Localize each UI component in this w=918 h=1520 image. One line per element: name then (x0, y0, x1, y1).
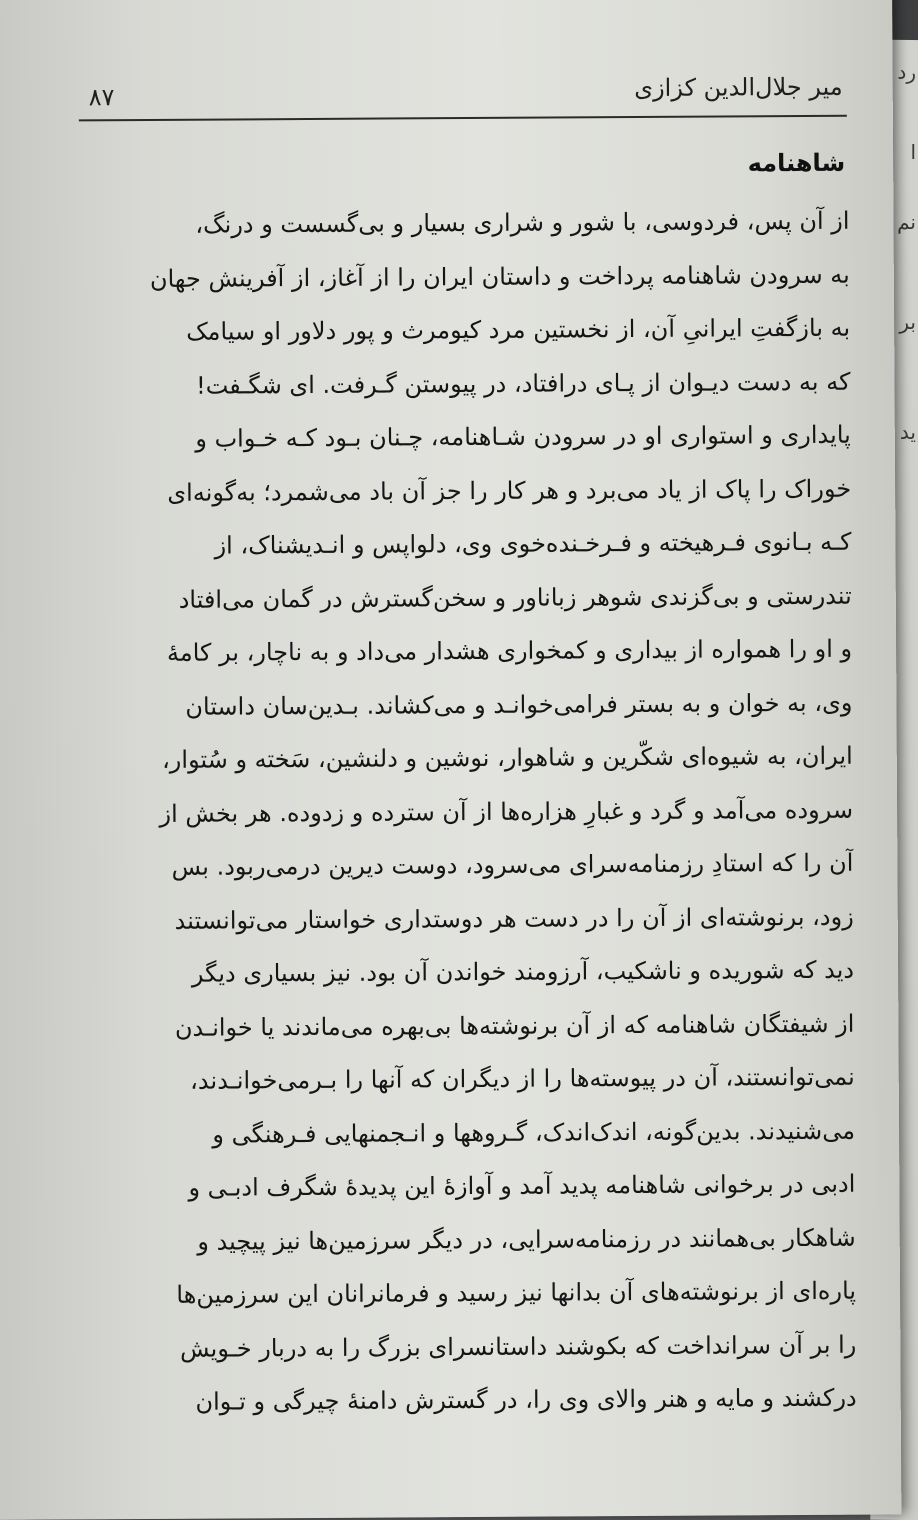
text-line: آن را که استادِ رزمنامه‌سرای می‌سرود، دوست دیرین درمی‌ربود. بس (171, 848, 854, 881)
text-line: و او را همواره از بیداری و کمخواری هشدار می‌داد و به ناچار، بر کامهٔ (166, 634, 853, 667)
adjacent-page-fragment: ید (899, 420, 916, 444)
page-number: ۸۷ (88, 83, 115, 112)
text-line: از شیفتگان شاهنامه که از آن برنوشته‌ها بی‌بهره می‌ماندند یا خوانـدن (174, 1009, 855, 1042)
text-line: کـه بـانوی فـرهیخته و فـرخـنده‌خوی وی، دلواپس و انـدیشناک، از (214, 527, 852, 560)
text-line: تندرستی و بی‌گزندی شوهر زباناور و سخن‌گسترش در گمان می‌افتاد (178, 581, 852, 614)
text-line: می‌شنیدند. بدین‌گونه، اندک‌اندک، گـروهها و انـجمنهایی فـرهنگی و (212, 1116, 856, 1149)
text-line: که به دست دیـوان از پـای درافتاد، در پیوستن گـرفت. ای شگـفت! (195, 367, 851, 400)
text-line: دید که شوریده و ناشکیب، آرزومند خواندن آن بود. نیز بسیاری دیگر (191, 955, 855, 988)
text-line: نمی‌توانستند، آن در پیوسته‌ها را از دیگران که آنها را بـرمی‌خوانـدند، (190, 1062, 855, 1095)
text-line: ادبی در برخوانی شاهنامه پدید آمد و آوازهٔ این پدیدهٔ شگرف ادبـی و (188, 1169, 856, 1202)
adjacent-page-fragment: ا (910, 140, 916, 164)
text-line: وی، به خوان و به بستر فرامی‌خوانـد و می‌کشاند. بـدین‌سان داستان (185, 688, 853, 721)
page-header (79, 73, 847, 122)
text-line: شاهکار بی‌همانند در رزمنامه‌سرایی، در دیگر سرزمین‌ها نیز پیچید و (197, 1223, 856, 1256)
text-line: را بر آن سرانداخت که بکوشند داستانسرای بزرگ را به دربار خـویش (179, 1330, 857, 1363)
text-line: سروده می‌آمد و گرد و غبارِ هزاره‌ها از آن سترده و زدوده. هر بخش از (159, 795, 854, 828)
text-line: از آن پس، فردوسی، با شور و شراری بسیار و بی‌گسست و درنگ، (195, 206, 850, 239)
body-text (83, 195, 857, 1430)
text-line: پایداری و استواری او در سرودن شـاهنامه، چـنان بـود کـه خـواب و (195, 420, 851, 453)
adjacent-page-fragment: بر (899, 310, 916, 334)
text-line: به سرودن شاهنامه پرداخت و داستان ایران را از آغاز، از آفرینش جهان (149, 260, 850, 293)
adjacent-page-fragment: نم (897, 210, 916, 234)
text-line: درکشند و مایه و هنر والای وی را، در گسترش دامنهٔ چیرگی و تـوان (195, 1383, 857, 1416)
text-line: پاره‌ای از برنوشته‌های آن بدانها نیز رسید و فرمانرانان این سرزمین‌ها (176, 1276, 857, 1309)
text-line: ایران، به شیوه‌ای شکّرین و شاهوار، نوشین و دلنشین، سَخته و سُتوار، (161, 741, 853, 774)
text-line: به بازگفتِ ایرانیِ آن، از نخستین مرد کیومرث و پور دلاور او سیامک (186, 313, 851, 346)
text-line: زود، برنوشته‌ای از آن را در دست هر دوستداری خواستار می‌توانستند (174, 902, 854, 935)
running-head: میر جلال‌الدین کزازی (634, 72, 843, 103)
section-title: شاهنامه (747, 148, 846, 178)
adjacent-page-fragment: رد (897, 60, 916, 84)
text-line: خوراک را پاک از یاد می‌برد و هر کار را جز آن باد می‌شمرد؛ به‌گونه‌ای (167, 474, 852, 507)
